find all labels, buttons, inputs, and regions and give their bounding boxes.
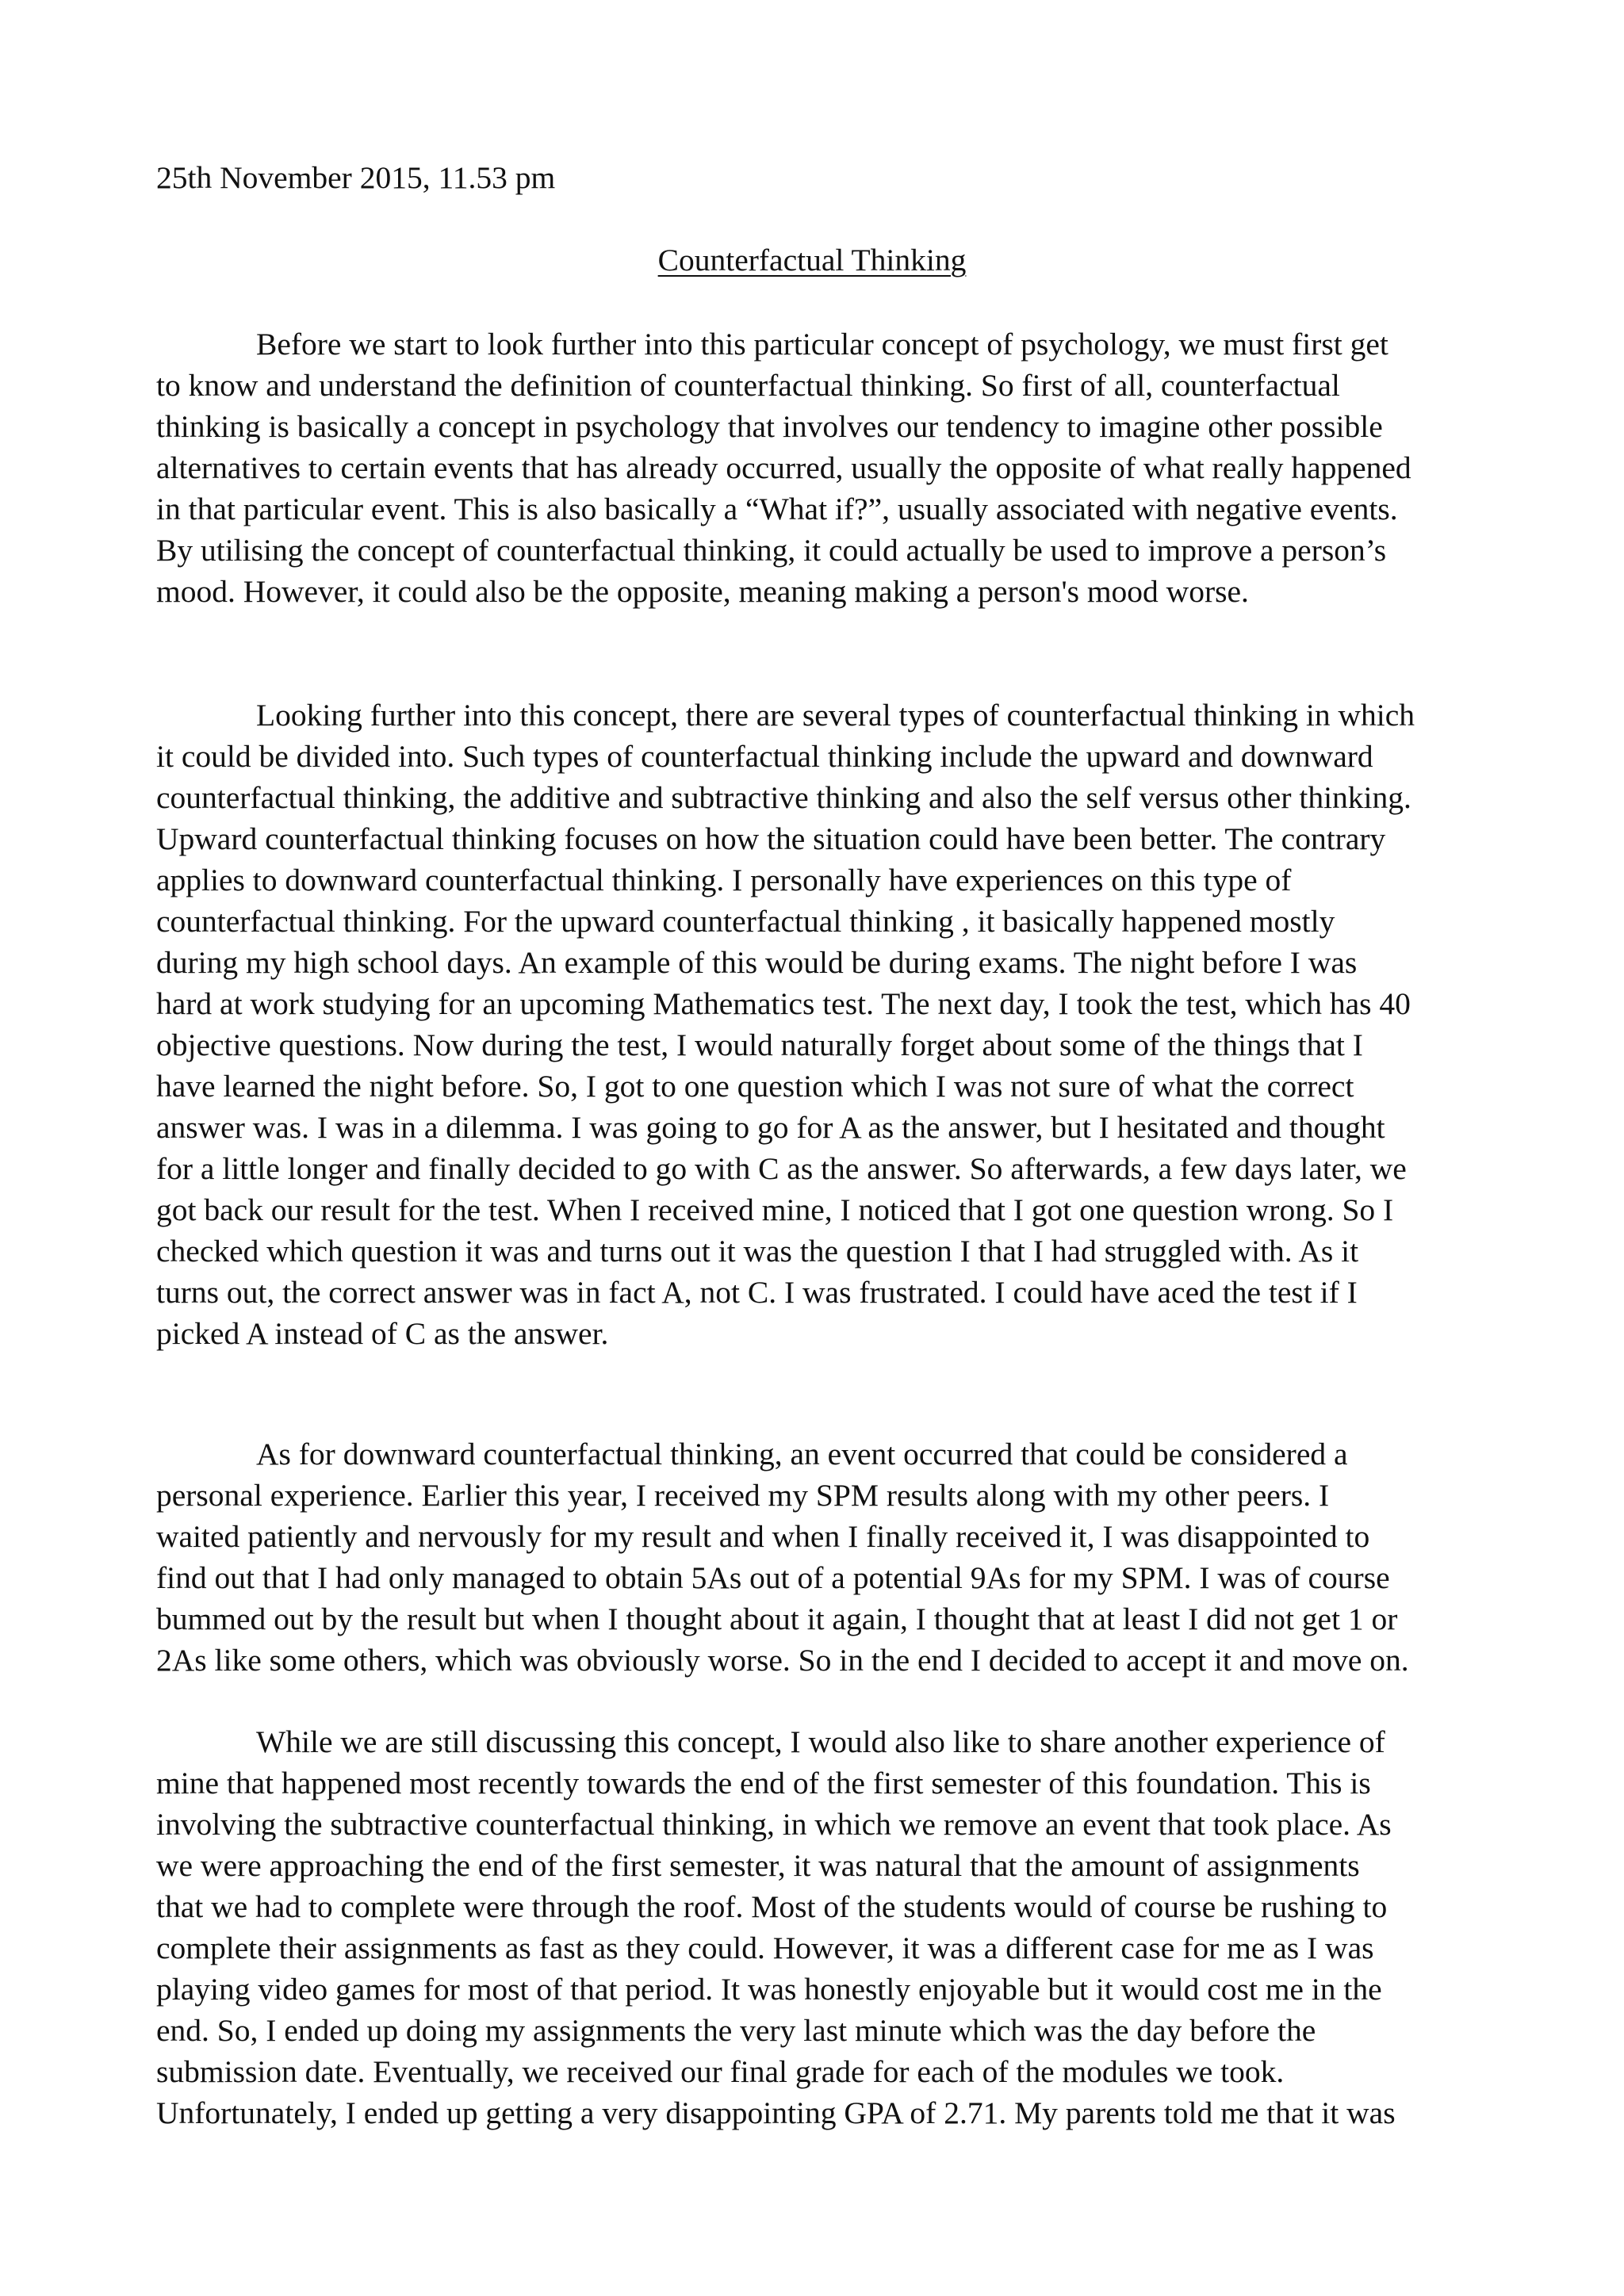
text-line: during my high school days. An example of this would be during exams. The night before I was: [156, 945, 1358, 980]
text-line: playing video games for most of that period. It was honestly enjoyable but it would cost me in the: [156, 1972, 1382, 2007]
text-line: Upward counterfactual thinking focuses on how the situation could have been better. The contrary: [156, 821, 1386, 856]
text-line: submission date. Eventually, we received our final grade for each of the modules we took.: [156, 2054, 1285, 2089]
text-line: Before we start to look further into this particular concept of psychology, we must first get: [256, 327, 1388, 362]
paragraph-definition: [156, 323, 1488, 612]
text-line: to know and understand the definition of counterfactual thinking. So first of all, counterfactual: [156, 368, 1340, 403]
paragraph-downward-thinking: [156, 1433, 1488, 1681]
text-line: in that particular event. This is also basically a “What if?”, usually associated with negative events.: [156, 492, 1398, 526]
text-line: As for downward counterfactual thinking, an event occurred that could be considered a: [256, 1437, 1348, 1471]
text-line: it could be divided into. Such types of counterfactual thinking include the upward and downward: [156, 739, 1373, 774]
text-line: By utilising the concept of counterfactual thinking, it could actually be used to improve a person’s: [156, 533, 1387, 568]
text-line: thinking is basically a concept in psychology that involves our tendency to imagine other possible: [156, 409, 1383, 444]
text-line: hard at work studying for an upcoming Mathematics test. The next day, I took the test, which has 40: [156, 986, 1411, 1021]
text-line: picked A instead of C as the answer.: [156, 1316, 609, 1351]
text-line: answer was. I was in a dilemma. I was going to go for A as the answer, but I hesitated and thought: [156, 1110, 1385, 1145]
text-line: Unfortunately, I ended up getting a very disappointing GPA of 2.71. My parents told me that it was: [156, 2095, 1396, 2130]
text-line: alternatives to certain events that has already occurred, usually the opposite of what really happened: [156, 450, 1411, 485]
date-line: 25th November 2015, 11.53 pm: [156, 160, 556, 195]
text-line: we were approaching the end of the first semester, it was natural that the amount of assignments: [156, 1848, 1360, 1883]
text-line: mine that happened most recently towards the end of the first semester of this foundation. This is: [156, 1766, 1371, 1800]
text-line: for a little longer and finally decided to go with C as the answer. So afterwards, a few days later, we: [156, 1151, 1407, 1186]
text-line: find out that I had only managed to obtain 5As out of a potential 9As for my SPM. I was of course: [156, 1560, 1390, 1595]
text-line: waited patiently and nervously for my result and when I finally received it, I was disappointed to: [156, 1519, 1370, 1554]
text-line: applies to downward counterfactual thinking. I personally have experiences on this type of: [156, 863, 1292, 897]
text-line: counterfactual thinking, the additive and subtractive thinking and also the self versus other thinking.: [156, 780, 1411, 815]
text-line: counterfactual thinking. For the upward counterfactual thinking , it basically happened mostly: [156, 904, 1335, 939]
text-line: objective questions. Now during the test, I would naturally forget about some of the things that I: [156, 1027, 1363, 1062]
text-line: that we had to complete were through the roof. Most of the students would of course be rushing to: [156, 1889, 1388, 1924]
text-line: bummed out by the result but when I thought about it again, I thought that at least I did not get 1 or: [156, 1601, 1398, 1636]
text-line: have learned the night before. So, I got to one question which I was not sure of what the correct: [156, 1069, 1354, 1104]
text-line: turns out, the correct answer was in fact A, not C. I was frustrated. I could have aced the test if I: [156, 1275, 1358, 1310]
text-line: checked which question it was and turns out it was the question I that I had struggled with. As it: [156, 1234, 1359, 1269]
text-line: 2As like some others, which was obviously worse. So in the end I decided to accept it and move on.: [156, 1643, 1409, 1678]
text-line: While we are still discussing this concept, I would also like to share another experience of: [256, 1724, 1385, 1759]
text-line: mood. However, it could also be the opposite, meaning making a person's mood worse.: [156, 574, 1249, 609]
text-line: got back our result for the test. When I received mine, I noticed that I got one question wrong. So I: [156, 1192, 1394, 1227]
paragraph-upward-thinking: [156, 695, 1488, 1354]
document-title: Counterfactual Thinking: [657, 243, 967, 277]
text-line: Looking further into this concept, there are several types of counterfactual thinking in which: [256, 698, 1415, 733]
paragraph-subtractive-thinking: [156, 1721, 1488, 2133]
text-line: personal experience. Earlier this year, I received my SPM results along with my other peers. I: [156, 1478, 1330, 1513]
text-line: involving the subtractive counterfactual thinking, in which we remove an event that took place. As: [156, 1807, 1392, 1842]
text-line: end. So, I ended up doing my assignments the very last minute which was the day before the: [156, 2013, 1316, 2048]
text-line: complete their assignments as fast as they could. However, it was a different case for me as I was: [156, 1931, 1374, 1965]
